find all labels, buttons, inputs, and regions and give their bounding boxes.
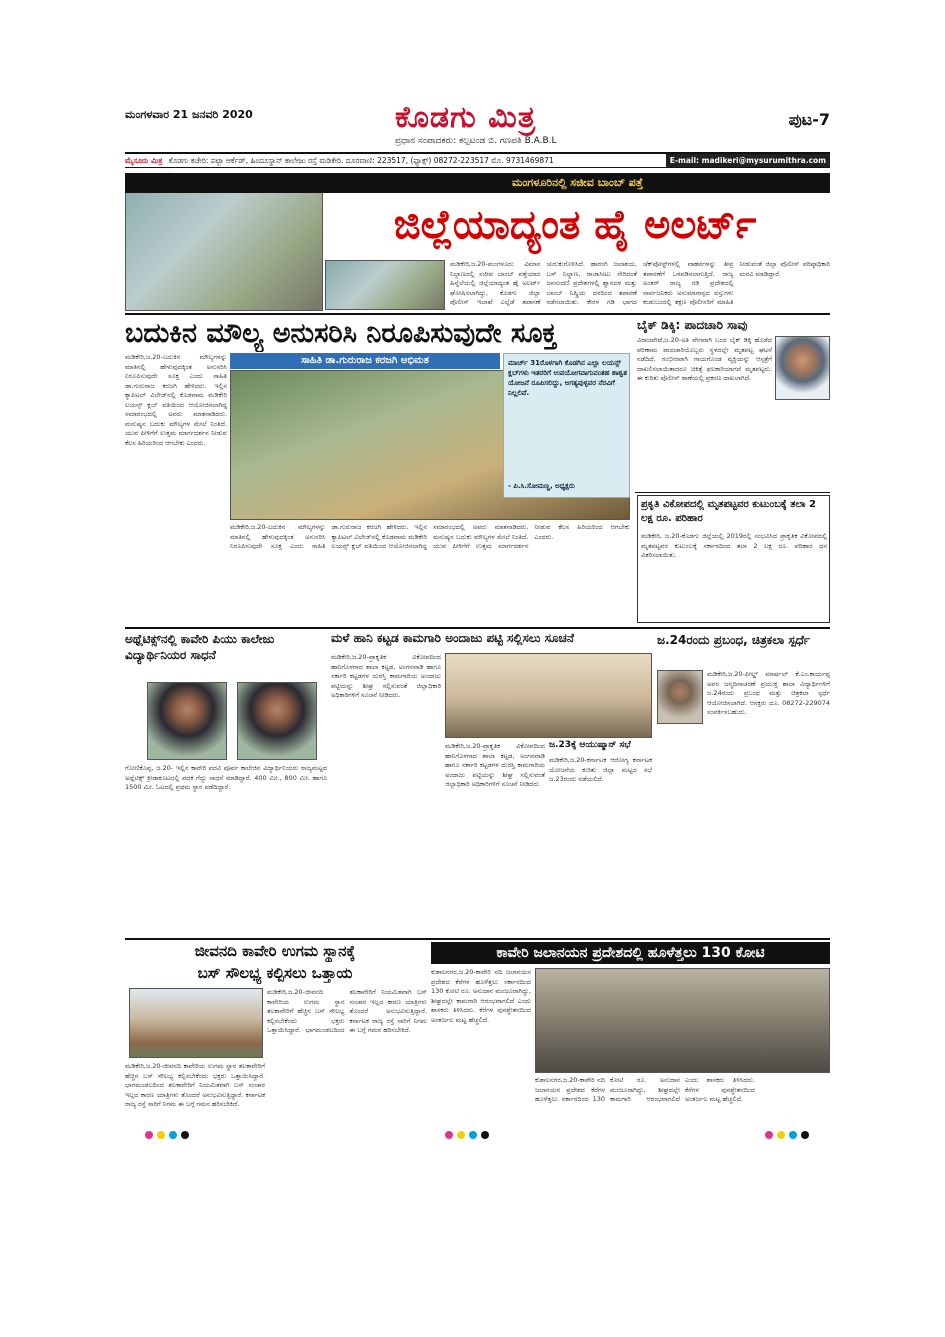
lead-kicker: ಮಂಗಳೂರಿನಲ್ಲಿ ಸಜೀವ ಬಾಂಬ್ ಪತ್ತೆ xyxy=(125,173,830,193)
registration-dot xyxy=(457,1131,465,1139)
temple-photo xyxy=(129,988,263,1058)
quote-text: ಮಾರ್ಚ್ 31ರೊಳಗಾಗಿ ಕೊಡಗಿನ ಎಲ್ಲಾ ಲಯನ್ಸ್ ಕ್ಲಬ್‌ಗಳು ಇತರರಿಗೆ ಉಪಯೋಗವಾಗುವಂತಹ ಶಾಶ್ವತ ಯೋಜನೆ ರೂಪಿಸಲಿದ್ದು, ಅಗತ್ಯವುಳ್ಳವರ ನೆರವಿಗೆ ನಿಲ್ಲಲಿವೆ. xyxy=(508,359,627,397)
marshal-photo xyxy=(657,670,703,724)
drawing-body: ಮಡಿಕೇರಿ,ಜ.20-ಫೀಲ್ಡ್ ಮಾರ್ಷಲ್ ಕೆ.ಎಂ.ಕಾರ್ಯಪ್ಪ ಅವರ ಜನ್ಮದಿನಾಚರಣೆ ಪ್ರಯುಕ್ತ ಶಾಲಾ ವಿದ್ಯಾರ್ಥಿಗಳಿಗೆ ಜ.24ರಂದು ಪ್ರಬಂಧ ಮತ್ತು ಚಿತ್ರಕಲಾ ಸ್ಪರ್ಧೆ ಆಯೋಜಿಸಲಾಗಿದೆ. ಆಸಕ್ತರು ದೂ. 08272-229074 ಸಂಪರ್ಕಿಸಬಹುದು. xyxy=(707,670,830,716)
story2-body: ಮಡಿಕೇರಿ,ಜ.20-ಬದುಕಿನ ಮೌಲ್ಯಗಳನ್ನು ಮಾತಿನಲ್ಲಿ ಹೇಳುವುದಕ್ಕಿಂತ ಅನುಸರಿಸಿ ನಿರೂಪಿಸುವುದೇ ಸೂಕ್ತ ಎಂದು ಸಾಹಿತಿ ಡಾ.ಗುರುರಾಜ ಕರಜಗಿ ಹೇಳಿದರು. ಇಲ್ಲಿನ ಕ್ಯಾಪಿಟಲ್ ವಿಲೇಜ್‌ನಲ್ಲಿ ಕೊಡವಾಮ ಮಡಿಕೇರಿ ಲಯನ್ಸ್ ಕ್ಲಬ್ ವತಿಯಿಂದ ಆಯೋಜಿಸಲಾಗಿದ್ದ ಸಮಾರಂಭದಲ್ಲಿ ಅವರು ಮಾತನಾಡಿದರು. ಮನುಷ್ಯನ ಬದುಕು ಮೌಲ್ಯಗಳ ಮೇಲೆ ನಿಂತಿದೆ. ಯುವ ಪೀಳಿಗೆಗೆ ಉತ್ತಮ ಮಾರ್ಗದರ್ಶನ ನೀಡುವ ಕೆಲಸ ಹಿರಿಯರಿಂದ ಆಗಬೇಕು ಎಂದರು. xyxy=(230,523,630,550)
memorandum-photo xyxy=(535,968,830,1073)
registration-dot xyxy=(789,1131,797,1139)
victim-photo xyxy=(775,336,830,400)
bus-body-right: ಮಡಿಕೇರಿ,ಜ.20-ಜೀವನದಿ ಕಾವೇರಿಯ ಉಗಮ ಸ್ಥಾನ ತಲಕಾವೇರಿಗೆ ಹೆಚ್ಚಿನ ಬಸ್ ಸೌಲಭ್ಯ ಕಲ್ಪಿಸಬೇಕೆಂದು ಭಕ್ತರು ಒತ್ತಾಯಿಸಿದ್ದಾರೆ. ಭಾಗಮಂಡಲದಿಂದ ತಲಕಾವೇರಿಗೆ ನಿಯಮಿತವಾಗಿ ಬಸ್ ಸಂಚಾರ ಇಲ್ಲದ ಕಾರಣ ಯಾತ್ರಿಗಳು ತೊಂದರೆ ಅನುಭವಿಸುತ್ತಿದ್ದಾರೆ. ಕರ್ನಾಟಕ ರಾಜ್ಯ ರಸ್ತೆ ಸಾರಿಗೆ ನಿಗಮ ಈ ಬಗ್ಗೆ ಗಮನ ಹರಿಸಬೇಕಿದೆ. xyxy=(267,988,427,1034)
dog-squad-photo xyxy=(325,260,445,310)
athletics-headline: ಅಥ್ಲೆಟಿಕ್ಸ್‌ನಲ್ಲಿ ಕಾವೇರಿ ಪಿಯು ಕಾಲೇಜು ವಿದ್ಯಾರ್ಥಿನಿಯರ ಸಾಧನೆ xyxy=(125,632,275,662)
newspaper-page xyxy=(125,100,830,1140)
story2-subhead: ಸಾಹಿತಿ ಡಾ.ಗುರುರಾಜ ಕರಜಗಿ ಅಭಿಮತ xyxy=(230,353,500,369)
registration-dot xyxy=(481,1131,489,1139)
athlete-photo-2 xyxy=(237,682,317,760)
registration-dot xyxy=(445,1131,453,1139)
email-address[interactable]: E-mail: madikeri@mysurumithra.com xyxy=(666,154,830,168)
registration-dot xyxy=(777,1131,785,1139)
rain-body-col2: ಮಡಿಕೇರಿ,ಜ.20-ಪ್ರಾಕೃತಿಕ ವಿಕೋಪದಿಂದ ಹಾನಿಗೊಳಗಾದ ಶಾಲಾ ಕಟ್ಟಡ, ಅಂಗನವಾಡಿ ಹಾಗೂ ಸರ್ಕಾರಿ ಕಟ್ಟಡಗಳ ದುರಸ್ತಿ ಕಾಮಗಾರಿಯ ಅಂದಾಜು ಪಟ್ಟಿಯನ್ನು ಶೀಘ್ರ ಸಲ್ಲಿಸುವಂತೆ ಜಿಲ್ಲಾಧಿಕಾರಿ ಅಧಿಕಾರಿಗಳಿಗೆ ಸೂಚನೆ ನೀಡಿದರು. xyxy=(445,742,545,788)
tanks-headline: ಕಾವೇರಿ ಜಲಾನಯನ ಪ್ರದೇಶದಲ್ಲಿ ಹೂಳೆತ್ತಲು 130 ಕೋಟಿ xyxy=(496,945,765,961)
rain-headline: ಮಳೆ ಹಾನಿ ಕಟ್ಟಡ ಕಾಮಗಾರಿ ಅಂದಾಜು ಪಟ್ಟಿ ಸಲ್ಲಿಸಲು ಸೂಚನೆ xyxy=(331,631,575,645)
strip-brand: ಮೈಸೂರು ಮಿತ್ರ xyxy=(125,156,163,165)
registration-dot xyxy=(169,1131,177,1139)
page-number: ಪುಟ-7 xyxy=(788,110,830,129)
sidebar2-headline: ಪ್ರಕೃತಿ ವಿಕೋಪದಲ್ಲಿ ಮೃತಪಟ್ಟವರ ಕುಟುಂಬಕ್ಕೆ ತಲಾ 2 ಲಕ್ಷ ರೂ. ಪರಿಹಾರ xyxy=(641,499,816,524)
tower-photo xyxy=(125,173,323,311)
athlete-photo-1 xyxy=(147,682,227,760)
contact-strip xyxy=(125,152,830,168)
strip-address: ಕೊಡಗು ಕಚೇರಿ: ಪಟ್ಟಾ ಆರ್ಕೆಡ್, ಹಿಂದೂಸ್ಥಾನ್ ಕಾಲೇಜು ರಸ್ತೆ ಮಡಿಕೇರಿ. ದೂರವಾಣಿ: 223517, (ಫ್ಯಾಕ್ಸ್) 08272-223517 ಮೊ. 9731469871 xyxy=(168,156,554,165)
quote-author: - ಪಿ.ಸಿ.ಸೋಮಣ್ಣ, ಅಧ್ಯಕ್ಷರು xyxy=(508,482,575,490)
brief-body: ಮಡಿಕೇರಿ,ಜ.20-ಕರ್ನಾಟಕ ಆರೋಗ್ಯ ಕರ್ನಾಟಕ ಯೋಜನೆಯ ಕುರಿತು ಜಿಲ್ಲಾ ಮಟ್ಟದ ಸಭೆ ಜ.23ರಂದು ನಡೆಯಲಿದೆ. xyxy=(549,756,652,783)
sidebar2-body: ಮಡಿಕೇರಿ, ಜ.20-ಕೊಡಗು ಜಿಲ್ಲೆಯಲ್ಲಿ 2019ರಲ್ಲಿ ಸಂಭವಿಸಿದ ಪ್ರಾಕೃತಿಕ ವಿಕೋಪದಲ್ಲಿ ಮೃತಪಟ್ಟವರ ಕುಟುಂಬಕ್ಕೆ ಸರ್ಕಾರದಿಂದ ತಲಾ 2 ಲಕ್ಷ ರೂ. ಪರಿಹಾರ ಧನ ವಿತರಿಸಲಾಯಿತು. xyxy=(641,532,827,559)
divider xyxy=(125,627,830,629)
tanks-body-col1: ಕುಶಾಲನಗರ,ಜ.20-ಕಾವೇರಿ ನದಿ ಜಲಾನಯನ ಪ್ರದೇಶದ ಕೆರೆಗಳ ಹೂಳೆತ್ತಲು ಸರ್ಕಾರದಿಂದ 130 ಕೋಟಿ ರೂ. ಅನುದಾನ ಮಂಜೂರಾಗಿದ್ದು, ಶೀಘ್ರದಲ್ಲೇ ಕಾಮಗಾರಿ ಆರಂಭವಾಗಲಿದೆ ಎಂದು ಶಾಸಕರು ತಿಳಿಸಿದರು. ಕೆರೆಗಳ ಪುನಶ್ಚೇತನದಿಂದ ಅಂತರ್ಜಲ ಮಟ್ಟ ಹೆಚ್ಚಲಿದೆ. xyxy=(431,968,531,1024)
issue-date: ಮಂಗಳವಾರ 21 ಜನವರಿ 2020 xyxy=(125,108,253,121)
registration-dot xyxy=(181,1131,189,1139)
registration-dot xyxy=(145,1131,153,1139)
print-registration xyxy=(125,1130,830,1140)
tanks-headline-bar xyxy=(431,942,830,964)
editor-line: ಪ್ರಧಾನ ಸಂಪಾದಕರು: ಕಲ್ಪಟಂಡ ಬಿ. ಗಣಪತಿ B.A.B.L xyxy=(395,136,557,146)
bus-headline-1: ಜೀವನದಿ ಕಾವೇರಿ ಉಗಮ ಸ್ಥಾನಕ್ಕೆ xyxy=(194,942,356,960)
newspaper-logo: ಕೊಡಗು ಮಿತ್ರ xyxy=(395,100,537,135)
brief-headline: ಜ.23ಕ್ಕೆ ಆಯುಷ್ಮಾನ್ ಸಭೆ xyxy=(549,740,631,750)
registration-dot xyxy=(157,1131,165,1139)
divider xyxy=(635,492,830,493)
lead-headline: ಜಿಲ್ಲೆಯಾದ್ಯಂತ ಹೈ ಅಲರ್ಟ್ xyxy=(393,201,757,248)
rain-body-col1: ಮಡಿಕೇರಿ,ಜ.20-ಪ್ರಾಕೃತಿಕ ವಿಕೋಪದಿಂದ ಹಾನಿಗೊಳಗಾದ ಶಾಲಾ ಕಟ್ಟಡ, ಅಂಗನವಾಡಿ ಹಾಗೂ ಸರ್ಕಾರಿ ಕಟ್ಟಡಗಳ ದುರಸ್ತಿ ಕಾಮಗಾರಿಯ ಅಂದಾಜು ಪಟ್ಟಿಯನ್ನು ಶೀಘ್ರ ಸಲ್ಲಿಸುವಂತೆ ಜಿಲ್ಲಾಧಿಕಾರಿ ಅಧಿಕಾರಿಗಳಿಗೆ ಸೂಚನೆ ನೀಡಿದರು. xyxy=(331,653,441,699)
sidebar1-headline: ಬೈಕ್ ಡಿಕ್ಕಿ: ಪಾದಚಾರಿ ಸಾವು xyxy=(637,318,748,332)
meeting-photo xyxy=(445,653,652,738)
bus-body-left: ಮಡಿಕೇರಿ,ಜ.20-ಜೀವನದಿ ಕಾವೇರಿಯ ಉಗಮ ಸ್ಥಾನ ತಲಕಾವೇರಿಗೆ ಹೆಚ್ಚಿನ ಬಸ್ ಸೌಲಭ್ಯ ಕಲ್ಪಿಸಬೇಕೆಂದು ಭಕ್ತರು ಒತ್ತಾಯಿಸಿದ್ದಾರೆ. ಭಾಗಮಂಡಲದಿಂದ ತಲಕಾವೇರಿಗೆ ನಿಯಮಿತವಾಗಿ ಬಸ್ ಸಂಚಾರ ಇಲ್ಲದ ಕಾರಣ ಯಾತ್ರಿಗಳು ತೊಂದರೆ ಅನುಭವಿಸುತ್ತಿದ್ದಾರೆ. ಕರ್ನಾಟಕ ರಾಜ್ಯ ರಸ್ತೆ ಸಾರಿಗೆ ನಿಗಮ ಈ ಬಗ್ಗೆ ಗಮನ ಹರಿಸಬೇಕಿದೆ. xyxy=(125,1062,265,1108)
registration-dot xyxy=(801,1131,809,1139)
story2-headline: ಬದುಕಿನ ಮೌಲ್ಯ ಅನುಸರಿಸಿ ನಿರೂಪಿಸುವುದೇ ಸೂಕ್ತ xyxy=(125,318,557,349)
lead-body: ಮಡಿಕೇರಿ,ಜ.20-ಮಂಗಳೂರು ವಿಮಾನ ನಿಲ್ದಾಣದಲ್ಲಿ ಸಜೀವ ಬಾಂಬ್ ಪತ್ತೆಯಾದ ಹಿನ್ನೆಲೆಯಲ್ಲಿ ಜಿಲ್ಲೆಯಾದ್ಯಂತ ಹೈ ಅಲರ್ಟ್ ಘೋಷಿಸಲಾಗಿದ್ದು, ಕೊಡಗು ಜಿಲ್ಲಾ ಪೊಲೀಸ್ ಇಲಾಖೆ ಎಲ್ಲೆಡೆ ತಪಾಸಣೆ ಚುರುಕುಗೊಳಿಸಿದೆ. ಹಾರಂಗಿ ಜಲಾಶಯ, ಬಸ್ ನಿಲ್ದಾಣ, ರಾಜಾಸೀಟು ಸೇರಿದಂತೆ ಜನಸಂದಣಿ ಪ್ರದೇಶಗಳಲ್ಲಿ ಶ್ವಾನದಳ ಮತ್ತು ಬಾಂಬ್ ನಿಷ್ಕ್ರಿಯ ದಳದಿಂದ ತಪಾಸಣೆ ನಡೆಸಲಾಯಿತು. ಕೇರಳ ಗಡಿ ಭಾಗದ ಚೆಕ್‌ಪೋಸ್ಟ್‌ಗಳಲ್ಲಿ ವಾಹನಗಳನ್ನು ತೀವ್ರ ತಪಾಸಣೆಗೆ ಒಳಪಡಿಸಲಾಗುತ್ತಿದೆ. ರಾಜ್ಯ ಅಂತರ್ ರಾಜ್ಯ ಗಡಿ ಪ್ರದೇಶದಲ್ಲಿ ಸಾರ್ವಜನಿಕರು ಅನುಮಾನಾಸ್ಪದ ವಸ್ತುಗಳು ಕಂಡುಬಂದಲ್ಲಿ ತಕ್ಷಣ ಪೊಲೀಸರಿಗೆ ಮಾಹಿತಿ ನೀಡುವಂತೆ ಜಿಲ್ಲಾ ಪೊಲೀಸ್ ವರಿಷ್ಠಾಧಿಕಾರಿ ಮನವಿ ಮಾಡಿದ್ದಾರೆ. xyxy=(450,260,830,306)
registration-dot xyxy=(765,1131,773,1139)
story2-body-col1: ಮಡಿಕೇರಿ,ಜ.20-ಬದುಕಿನ ಮೌಲ್ಯಗಳನ್ನು ಮಾತಿನಲ್ಲಿ ಹೇಳುವುದಕ್ಕಿಂತ ಅನುಸರಿಸಿ ನಿರೂಪಿಸುವುದೇ ಸೂಕ್ತ ಎಂದು ಸಾಹಿತಿ ಡಾ.ಗುರುರಾಜ ಕರಜಗಿ ಹೇಳಿದರು. ಇಲ್ಲಿನ ಕ್ಯಾಪಿಟಲ್ ವಿಲೇಜ್‌ನಲ್ಲಿ ಕೊಡವಾಮ ಮಡಿಕೇರಿ ಲಯನ್ಸ್ ಕ್ಲಬ್ ವತಿಯಿಂದ ಆಯೋಜಿಸಲಾಗಿದ್ದ ಸಮಾರಂಭದಲ್ಲಿ ಅವರು ಮಾತನಾಡಿದರು. ಮನುಷ್ಯನ ಬದುಕು ಮೌಲ್ಯಗಳ ಮೇಲೆ ನಿಂತಿದೆ. ಯುವ ಪೀಳಿಗೆಗೆ ಉತ್ತಮ ಮಾರ್ಗದರ್ಶನ ನೀಡುವ ಕೆಲಸ ಹಿರಿಯರಿಂದ ಆಗಬೇಕು ಎಂದರು. xyxy=(125,353,227,447)
divider xyxy=(125,938,830,940)
athletics-body: ಗೋಣಿಕೊಪ್ಪ, ಜ.20- ಇಲ್ಲಿನ ಕಾವೇರಿ ಪದವಿ ಪೂರ್ವ ಕಾಲೇಜಿನ ವಿದ್ಯಾರ್ಥಿನಿಯರು ರಾಜ್ಯಮಟ್ಟದ ಅಥ್ಲೆಟಿಕ್ಸ್ ಕ್ರೀಡಾಕೂಟದಲ್ಲಿ ಪದಕ ಗೆದ್ದು ಸಾಧನೆ ಮಾಡಿದ್ದಾರೆ. 400 ಮೀ., 800 ಮೀ. ಹಾಗೂ 1500 ಮೀ. ಓಟದಲ್ಲಿ ಪ್ರಥಮ ಸ್ಥಾನ ಪಡೆದಿದ್ದಾರೆ. xyxy=(125,764,327,791)
quote-box xyxy=(503,353,630,498)
drawing-headline: ಜ.24ರಂದು ಪ್ರಬಂಧ, ಚಿತ್ರಕಲಾ ಸ್ಪರ್ಧೆ xyxy=(657,633,811,647)
sidebar1-body: ವಿರಾಜಪೇಟೆ,ಜ.20-ಅತಿ ವೇಗವಾಗಿ ಬಂದ ಬೈಕ್ ಡಿಕ್ಕಿ ಹೊಡೆದ ಪರಿಣಾಮ ಪಾದಚಾರಿಯೊಬ್ಬರು ಸ್ಥಳದಲ್ಲೇ ಮೃತಪಟ್ಟ ಘಟನೆ ನಡೆದಿದೆ. ಗಂಭೀರವಾಗಿ ಗಾಯಗೊಂಡ ವ್ಯಕ್ತಿಯನ್ನು ಆಸ್ಪತ್ರೆಗೆ ದಾಖಲಿಸಲಾಯಿತಾದರೂ ಚಿಕಿತ್ಸೆ ಫಲಕಾರಿಯಾಗದೆ ಮೃತಪಟ್ಟರು. ಈ ಕುರಿತು ಪೊಲೀಸ್ ಠಾಣೆಯಲ್ಲಿ ಪ್ರಕರಣ ದಾಖಲಾಗಿದೆ. xyxy=(637,336,772,382)
divider xyxy=(125,313,830,315)
masthead xyxy=(125,100,830,155)
bus-headline-2: ಬಸ್ ಸೌಲಭ್ಯ ಕಲ್ಪಿಸಲು ಒತ್ತಾಯ xyxy=(197,964,353,982)
registration-dot xyxy=(469,1131,477,1139)
tanks-body: ಕುಶಾಲನಗರ,ಜ.20-ಕಾವೇರಿ ನದಿ ಜಲಾನಯನ ಪ್ರದೇಶದ ಕೆರೆಗಳ ಹೂಳೆತ್ತಲು ಸರ್ಕಾರದಿಂದ 130 ಕೋಟಿ ರೂ. ಅನುದಾನ ಮಂಜೂರಾಗಿದ್ದು, ಶೀಘ್ರದಲ್ಲೇ ಕಾಮಗಾರಿ ಆರಂಭವಾಗಲಿದೆ ಎಂದು ಶಾಸಕರು ತಿಳಿಸಿದರು. ಕೆರೆಗಳ ಪುನಶ್ಚೇತನದಿಂದ ಅಂತರ್ಜಲ ಮಟ್ಟ ಹೆಚ್ಚಲಿದೆ. xyxy=(535,1076,755,1103)
